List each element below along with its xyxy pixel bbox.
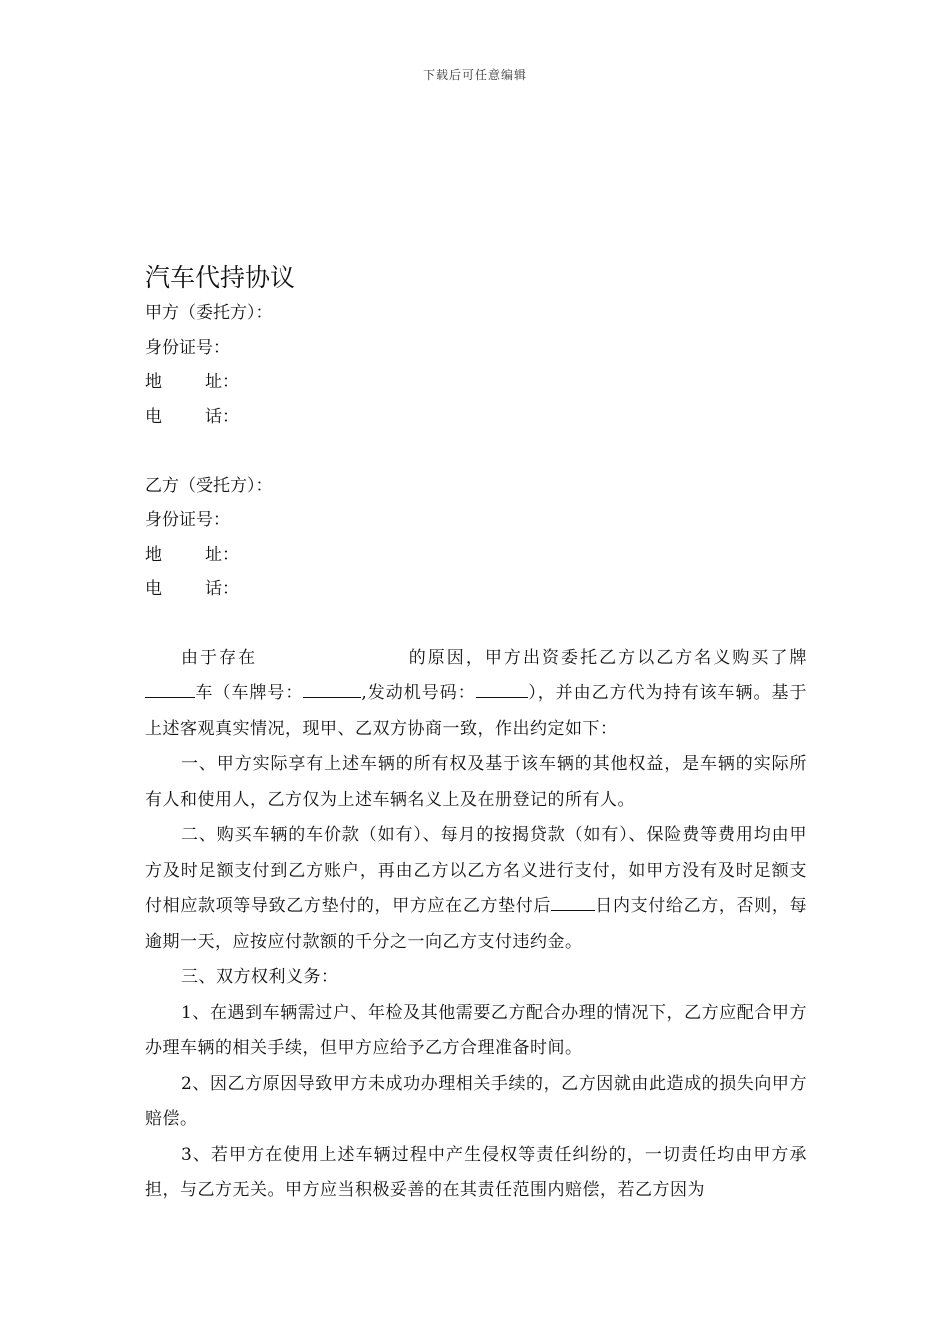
party-a-block xyxy=(145,296,807,434)
party-a-address-char1: 地 xyxy=(145,372,162,392)
party-b-phone-char2: 话： xyxy=(205,579,239,599)
clause-3-3: 3、若甲方在使用上述车辆过程中产生侵权等责任纠纷的，一切责任均由甲方承担，与乙方无关。甲方应当积极妥善的在其责任范围内赔偿，若乙方因为 xyxy=(145,1144,807,1200)
party-a-id-label: 身份证号： xyxy=(145,337,230,358)
document-title: 汽车代持协议 xyxy=(145,263,296,292)
party-b-address-char1: 地 xyxy=(145,544,162,565)
party-a-phone-char2: 话： xyxy=(205,406,239,427)
party-a-address-char2: 址： xyxy=(205,372,239,392)
party-a-phone-label xyxy=(145,400,807,435)
clause-2-text-1: 二、购买车辆的车价款（如有）、每月的按揭贷款（如有）、保险费等费用均由甲方及时足额支付到乙方账户，再由乙方以乙方名义进行支付，如甲方没有及时足额支付相应款项等导致乙方垫付的，甲方应在乙方垫付后 xyxy=(145,825,807,916)
clause-3-1: 1、在遇到车辆需过户、年检及其他需要乙方配合办理的情况下，乙方应配合甲方办理车辆的相关手续，但甲方应给予乙方合理准备时间。 xyxy=(145,1002,807,1058)
engine-number-blank xyxy=(476,679,528,698)
intro-text-5: ），并由乙方代为持有该车辆。基于上述客观真实情况，现甲、乙双方协商一致，作出约定如下： xyxy=(145,683,808,739)
clause-2 xyxy=(145,818,807,960)
party-b-address-char2: 址： xyxy=(205,544,239,565)
page-header-note: 下载后可任意编辑 xyxy=(422,68,527,82)
party-a-phone-char1: 电 xyxy=(145,406,162,427)
agreement-document xyxy=(145,260,807,1209)
clause-3-2: 2、因乙方原因导致甲方未成功办理相关手续的，乙方因就由此造成的损失向甲方赔偿。 xyxy=(145,1073,807,1129)
clause-3-heading: 三、双方权利义务： xyxy=(181,967,339,987)
intro-text-2: 的原因，甲方出资委托乙方以乙方名义购买了牌 xyxy=(407,647,808,668)
days-blank xyxy=(551,892,595,911)
intro-text-1: 由于存在 xyxy=(181,647,258,668)
party-b-id-label: 身份证号： xyxy=(145,510,230,530)
party-b-address-label xyxy=(145,538,807,573)
clause-2-text-2: 日内支付给乙方，否则，每逾期一天，应按应付款额的千分之一向乙方支付违约金。 xyxy=(145,896,808,952)
intro-paragraph xyxy=(145,641,807,748)
party-a-address-label xyxy=(145,365,807,400)
party-a-heading: 甲方（委托方）： xyxy=(145,303,273,323)
clause-1: 一、甲方实际享有上述车辆的所有权及基于该车辆的其他权益，是车辆的实际所有人和使用人，乙方仅为上述车辆名义上及在册登记的所有人。 xyxy=(145,754,807,810)
party-b-heading: 乙方（受托方）： xyxy=(145,475,273,496)
party-b-phone-label xyxy=(145,572,807,607)
party-b-block xyxy=(145,469,807,607)
brand-blank xyxy=(145,679,195,698)
party-b-phone-char1: 电 xyxy=(145,579,162,599)
plate-number-blank xyxy=(303,679,361,698)
intro-text-3: 车（车牌号： xyxy=(195,683,304,703)
intro-text-4: ,发动机号码： xyxy=(361,683,476,703)
